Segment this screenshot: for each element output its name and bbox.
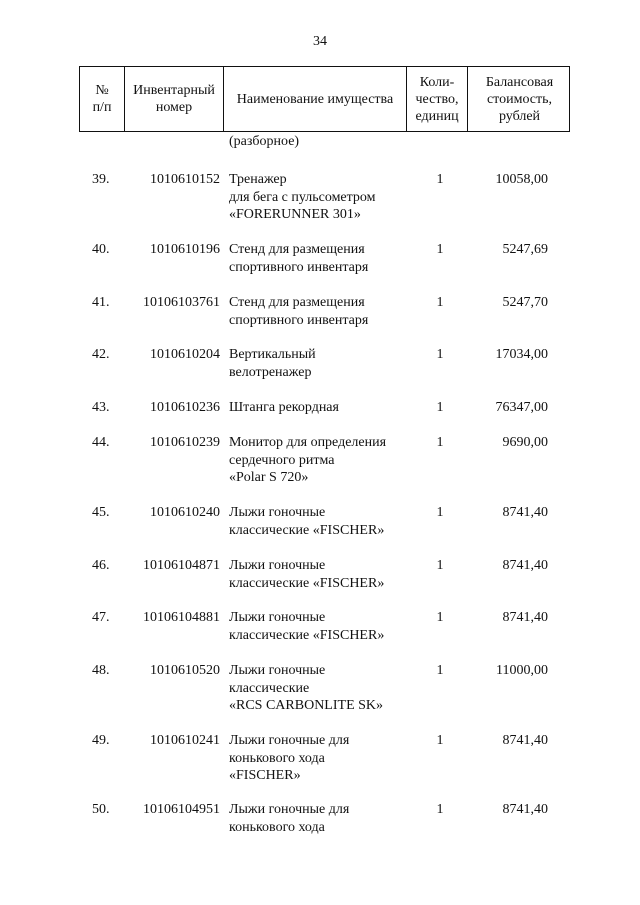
header-cost: Балансовая стоимость, рублей	[485, 74, 554, 124]
table-row	[0, 346, 640, 402]
balance-cost: 76347,00	[495, 400, 548, 415]
quantity: 1	[436, 802, 444, 817]
row-number: 41.	[92, 295, 110, 310]
quantity: 1	[436, 347, 444, 362]
balance-cost: 8741,40	[502, 802, 548, 817]
inventory-number: 10106104871	[143, 558, 220, 573]
inventory-number: 1010610204	[150, 347, 220, 362]
row-number: 50.	[92, 802, 110, 817]
quantity: 1	[436, 505, 444, 520]
table-row	[0, 609, 640, 665]
quantity: 1	[436, 295, 444, 310]
balance-cost: 17034,00	[495, 347, 548, 362]
balance-cost: 8741,40	[502, 558, 548, 573]
balance-cost: 9690,00	[502, 435, 548, 450]
property-name-line: Лыжи гоночные	[229, 610, 326, 625]
inventory-number: 1010610239	[150, 435, 220, 450]
table-row	[0, 801, 640, 857]
table-row	[0, 434, 640, 490]
property-name	[229, 732, 414, 785]
row-number: 45.	[92, 505, 110, 520]
row-number: 43.	[92, 400, 110, 415]
property-name	[229, 557, 414, 592]
property-name	[229, 434, 414, 487]
property-name-line: Лыжи гоночные	[229, 663, 326, 678]
inventory-number: 1010610241	[150, 733, 220, 748]
header-qty: Коли- чество, единиц	[407, 67, 468, 131]
property-name	[229, 399, 414, 417]
table-row	[0, 557, 640, 613]
quantity: 1	[436, 400, 444, 415]
property-name-line: «RCS CARBONLITE SK»	[229, 698, 384, 713]
row-number: 49.	[92, 733, 110, 748]
balance-cost: 8741,40	[502, 733, 548, 748]
property-name-line: «FORERUNNER 301»	[229, 207, 361, 222]
property-name-line: Стенд для размещения	[229, 242, 365, 257]
balance-cost: 8741,40	[502, 610, 548, 625]
property-name-line: конькового хода	[229, 750, 325, 766]
table-row	[0, 171, 640, 227]
quantity: 1	[436, 242, 444, 257]
property-name	[229, 504, 414, 539]
property-name-line: Лыжи гоночные для	[229, 733, 350, 748]
inventory-number: 10106104881	[143, 610, 220, 625]
header-inventory: Инвентарный номер	[125, 67, 224, 131]
table-row	[0, 241, 640, 297]
inventory-number: 1010610236	[150, 400, 220, 415]
property-name-line: Монитор для определения	[229, 435, 387, 450]
balance-cost: 5247,69	[502, 242, 548, 257]
property-name-line: Вертикальный	[229, 347, 316, 362]
property-name-line: Штанга рекордная	[229, 400, 339, 415]
quantity: 1	[436, 172, 444, 187]
table-row	[0, 662, 640, 718]
quantity: 1	[436, 663, 444, 678]
property-name-line: классические	[229, 680, 310, 696]
property-name-line: классические «FISCHER»	[229, 522, 385, 538]
row-number: 47.	[92, 610, 110, 625]
row-number: 40.	[92, 242, 110, 257]
property-name-line: Лыжи гоночные для	[229, 802, 350, 817]
property-name-line: спортивного инвентаря	[229, 259, 369, 275]
property-name-line: классические «FISCHER»	[229, 575, 385, 591]
quantity: 1	[436, 558, 444, 573]
header-num: № п/п	[80, 67, 125, 131]
property-name-line: «FISCHER»	[229, 768, 301, 783]
property-name-line: сердечного ритма	[229, 452, 335, 468]
property-name-line: для бега с пульсометром	[229, 189, 376, 205]
property-name	[229, 609, 414, 644]
balance-cost: 8741,40	[502, 505, 548, 520]
page-number: 34	[313, 34, 327, 49]
table-row	[0, 294, 640, 350]
table-row	[0, 732, 640, 788]
property-name	[229, 241, 414, 276]
row-number: 48.	[92, 663, 110, 678]
quantity: 1	[436, 610, 444, 625]
inventory-number: 1010610196	[150, 242, 220, 257]
property-name-line: Тренажер	[229, 172, 287, 187]
property-name	[229, 294, 414, 329]
inventory-number: 10106103761	[143, 295, 220, 310]
property-name-line: спортивного инвентаря	[229, 312, 369, 328]
property-name-line: велотренажер	[229, 364, 312, 380]
header-name: Наименование имущества	[224, 67, 407, 131]
property-name-line: Стенд для размещения	[229, 295, 365, 310]
property-name	[229, 171, 414, 224]
inventory-number: 1010610240	[150, 505, 220, 520]
row-number: 39.	[92, 172, 110, 187]
property-name-line: Лыжи гоночные	[229, 505, 326, 520]
quantity: 1	[436, 733, 444, 748]
inventory-number: 10106104951	[143, 802, 220, 817]
inventory-number: 1010610520	[150, 663, 220, 678]
property-name-line: «Polar S 720»	[229, 470, 309, 485]
inventory-number: 1010610152	[150, 172, 220, 187]
property-name	[229, 662, 414, 715]
property-name-line: конькового хода	[229, 819, 325, 835]
continuation-text: (разборное)	[229, 134, 300, 149]
quantity: 1	[436, 435, 444, 450]
table-row	[0, 504, 640, 560]
property-name	[229, 801, 414, 836]
balance-cost: 10058,00	[495, 172, 548, 187]
property-name	[229, 346, 414, 381]
row-number: 46.	[92, 558, 110, 573]
row-number: 42.	[92, 347, 110, 362]
property-name-line: классические «FISCHER»	[229, 627, 385, 643]
balance-cost: 11000,00	[496, 663, 548, 678]
property-name-line: Лыжи гоночные	[229, 558, 326, 573]
row-number: 44.	[92, 435, 110, 450]
balance-cost: 5247,70	[502, 295, 548, 310]
